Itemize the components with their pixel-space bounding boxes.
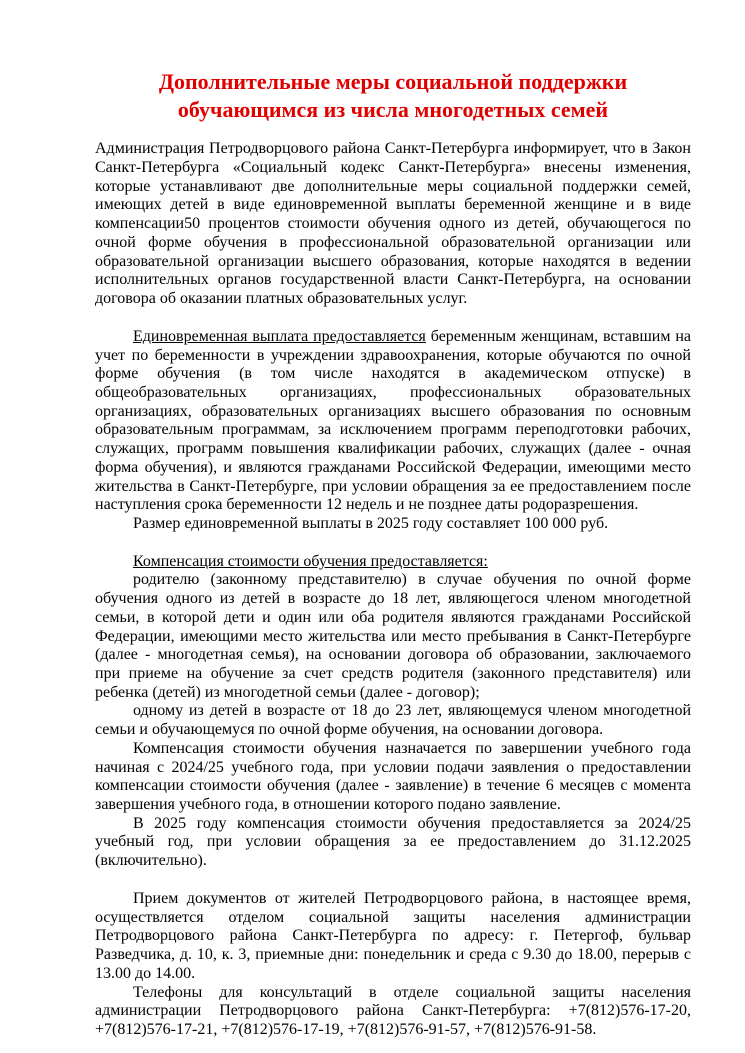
paragraph bbox=[95, 571, 691, 702]
paragraph bbox=[95, 890, 691, 984]
paragraph bbox=[95, 140, 691, 308]
paragraph-text: Прием документов от жителей Петродворцового района, в настоящее время, осуществляется отделом социальной защиты населения администрации Петродворцового района Санкт-Петербурга по адресу: г. Петергоф, бульвар Разведчика, д. 10, к. 3, приемные дни: понедельник и среда с 9.30 до 18.00, перерыв с 13.00 до 14.00. bbox=[95, 889, 691, 982]
paragraph-text: В 2025 году компенсация стоимости обучения предоставляется за 2024/25 учебный год, при условии обращения за ее предоставлением до 31.12.2025 (включительно). bbox=[95, 814, 691, 870]
document-title-line2: обучающимся из числа многодетных семей bbox=[177, 97, 609, 123]
paragraph-text: беременным женщинам, вставшим на учет по беременности в учреждении здравоохранения, которые обучаются по очной форме обучения (в том числе находятся в академическом отпуске) в общеобразовательных организациях, профессиональных образовательных организациях, образовательных организациях высшего образования по основным образовательным программам, за исключением программ переподготовки рабочих, служащих, программ повышения квалификации рабочих, служащих (далее - очная форма обучения), и являются гражданами Российской Федерации, имеющими место жительства в Санкт-Петербурге, при условии обращения за ее предоставлением после наступления срока беременности 12 недель и не позднее даты родоразрешения. bbox=[95, 327, 692, 514]
paragraph-text: Размер единовременной выплаты в 2025 году составляет 100 000 руб. bbox=[133, 514, 609, 532]
paragraph-text: одному из детей в возрасте от 18 до 23 лет, являющемуся членом многодетной семьи и обучающемуся по очной форме обучения, на основании договора. bbox=[95, 702, 691, 739]
paragraph bbox=[95, 740, 691, 815]
paragraph bbox=[95, 984, 691, 1040]
document-title bbox=[95, 68, 691, 124]
paragraph bbox=[95, 815, 691, 871]
paragraph-text: Компенсация стоимости обучения назначается по завершении учебного года начиная с 2024/25 учебного года, при условии подачи заявления о предоставлении компенсации стоимости обучения (далее - заявление) в течение 6 месяцев с момента завершения учебного года, в отношении которого подано заявление. bbox=[95, 739, 691, 814]
paragraph-text: родителю (законному представителю) в случае обучения по очной форме обучения одного из детей в возрасте до 18 лет, являющегося членом многодетной семьи, в которой дети и один или оба родителя являются гражданами Российской Федерации, имеющими место жительства или место пребывания в Санкт-Петербурге (далее - многодетная семья), на основании договора об образовании, заключаемого при приеме на обучение за счет средств родителя (законного представителя) или ребенка (детей) из многодетной семьи (далее - договор); bbox=[95, 571, 691, 701]
underlined-lead-text: Единовременная выплата предоставляется bbox=[133, 327, 426, 345]
paragraph bbox=[95, 515, 691, 534]
document-body bbox=[95, 140, 691, 1039]
underlined-lead-text: Компенсация стоимости обучения предоставляется: bbox=[133, 552, 488, 570]
paragraph bbox=[95, 553, 691, 572]
document-title-line1: Дополнительные меры социальной поддержки bbox=[158, 69, 628, 94]
paragraph bbox=[95, 328, 691, 515]
paragraph bbox=[95, 702, 691, 739]
paragraph-text: Администрация Петродворцового района Санкт-Петербурга информирует, что в Закон Санкт-Петербурга «Социальный кодекс Санкт-Петербурга» внесены изменения, которые устанавливают две дополнительные меры социальной поддержки семей, имеющих детей в виде единовременной выплаты беременной женщине и в виде компенсации50 процентов стоимости обучения одного из детей, обучающегося по очной форме обучения в профессиональной образовательной организации или образовательной организации высшего образования, которые находятся в ведении исполнительных органов государственной власти Санкт-Петербурга, на основании договора об оказании платных образовательных услуг. bbox=[95, 140, 691, 308]
paragraph-text: Телефоны для консультаций в отделе социальной защиты населения администрации Петродворцового района Санкт-Петербурга: +7(812)576-17-20, +7(812)576-17-21, +7(812)576-17-19, +7(812)576-91-57, +7(812)576-91-58. bbox=[95, 983, 691, 1038]
